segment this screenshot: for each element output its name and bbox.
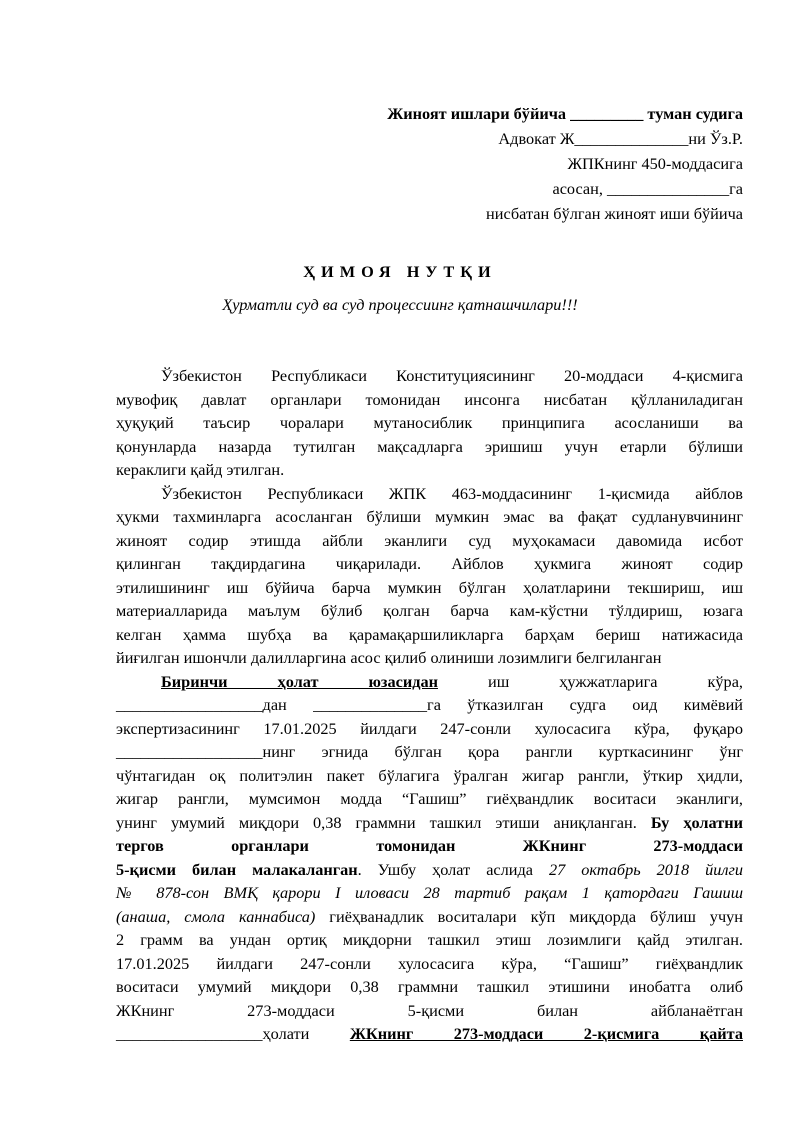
text-line: ҳуқуқий таъсир чоралари мутаносиблик принципига асосланиши ва: [116, 413, 743, 432]
first-circumstance-heading: Биринчи ҳолат юзасидан: [161, 671, 438, 691]
article-line: ЖПКнинг 450-моддасига: [567, 154, 743, 173]
text-line: мувофиқ давлат органлари томонидан инсонга нисбатан қўлланиладиган: [116, 389, 743, 409]
document-title: ҲИМОЯ НУТҚИ: [303, 262, 497, 281]
text-line: __________________дан ______________га ўтказилган судга оид кимёвий: [116, 695, 743, 714]
case-line: нисбатан бўлган жиноят иши бўйича: [486, 204, 743, 223]
paragraph-1: [116, 364, 743, 482]
text-line: кераклиги қайд этилган.: [116, 460, 285, 479]
text-line: ҳукми тахминларга асосланган бўлиши мумкин эмас ва фақат судланувчининг: [116, 507, 743, 526]
text-line: келган ҳамма шубҳа ва қарамақаршиликларга барҳам бериш натижасида: [116, 624, 743, 644]
text-line: [116, 1022, 743, 1046]
text-line: 2 грамм ва ундан ортиқ миқдорни ташкил этиш лозимлиги қайд этилган.: [116, 930, 743, 949]
advocate-line: Адвокат Ж______________ни Ўз.Р.: [498, 129, 743, 148]
text-line: Ўзбекистон Республикаси Конституциясининг 20-моддаси 4-қисмига: [161, 366, 743, 385]
court-line: Жиноят ишлари бўйича _________ туман судига: [387, 104, 743, 123]
italic-fragment: (анаша, смола каннабиса): [116, 906, 316, 926]
bold-fragment: Бу ҳолатни: [650, 812, 744, 832]
text-line: чўнтагидан оқ политэлин пакет бўлагига ўралган жигар рангли, ўткир ҳидли,: [116, 765, 743, 785]
text-line: [116, 670, 743, 694]
text-line: этилишининг иш бўйича барча мумкин бўлган ҳолатларини текшириш, иш: [116, 577, 743, 597]
text-line: қонунларда назарда тутилган мақсадларга эришиш учун етарли бўлиши: [116, 436, 743, 456]
text-line: [116, 858, 743, 882]
text-line: жиноят содир этишда айбли эканлиги суд муҳокамаси давомида исбот: [116, 530, 743, 550]
text-fragment: __________________ҳолати: [116, 1024, 310, 1043]
italic-fragment: 27 октабрь 2018 йилги: [548, 859, 743, 879]
text-line: ЖКнинг 273-моддаси 5-қисми билан айбланаётган: [116, 1000, 743, 1020]
text-line: __________________нинг эгнида бўлган қора рангли курткасининг ўнг: [116, 742, 743, 761]
document-subtitle: Ҳурматли суд ва суд процессиинг қатнашчилари!!!: [222, 295, 578, 314]
basis-line: асосан, _______________га: [552, 179, 743, 198]
document-body: [116, 364, 743, 1046]
text-fragment: . Ушбу ҳолат аслида: [357, 859, 533, 879]
bold-fragment: ЖКнинг 273-моддаси 2-қисмига қайта: [349, 1024, 743, 1043]
text-line: қилинган тақдирдагина чиқарилади. Айблов ҳукмига жиноят содир: [116, 554, 743, 573]
paragraph-2: [116, 482, 743, 670]
text-line: тергов органлари томонидан ЖКнинг 273-моддаси: [116, 836, 743, 855]
text-fragment: унинг умумий миқдори 0,38 граммни ташкил этиши аниқланган.: [116, 812, 637, 832]
text-line: [116, 905, 743, 929]
text-line: 17.01.2025 йилдаги 247-сонли хулосасига кўра, “Гашиш” гиёҳвандлик: [116, 953, 743, 973]
text-fragment: гиёҳванадлик воситалари кўп миқдорда бўлиш учун: [329, 906, 743, 926]
text-line: [116, 811, 743, 835]
text-line: № 878-сон ВМҚ қарори I иловаси 28 тартиб рақам 1 қатордаги Гашиш: [116, 883, 743, 902]
text-line: жигар рангли, мумсимон модда “Гашиш” гиёҳвандлик воситаси эканлиги,: [116, 789, 743, 808]
text-line: йиғилган ишончли далилларгина асос қилиб олиниши лозимлиги белгиланган: [116, 648, 662, 667]
text-line: воситаси умумий миқдори 0,38 граммни ташкил этишини инобатга олиб: [116, 977, 743, 996]
text-line: экспертизасининг 17.01.2025 йилдаги 247-сонли хулосасига кўра, фуқаро: [116, 718, 743, 738]
text-line: Ўзбекистон Республикаси ЖПК 463-моддасининг 1-қисмида айблов: [161, 483, 743, 503]
addressee-block: [387, 101, 743, 226]
bold-fragment: 5-қисми билан малакаланган: [116, 859, 358, 879]
text-fragment: иш ҳужжатларига кўра,: [488, 671, 743, 691]
paragraph-3: [116, 670, 743, 1046]
text-line: материалларида маълум бўлиб қолган барча кам-кўстни тўлдириш, юзага: [116, 601, 743, 620]
